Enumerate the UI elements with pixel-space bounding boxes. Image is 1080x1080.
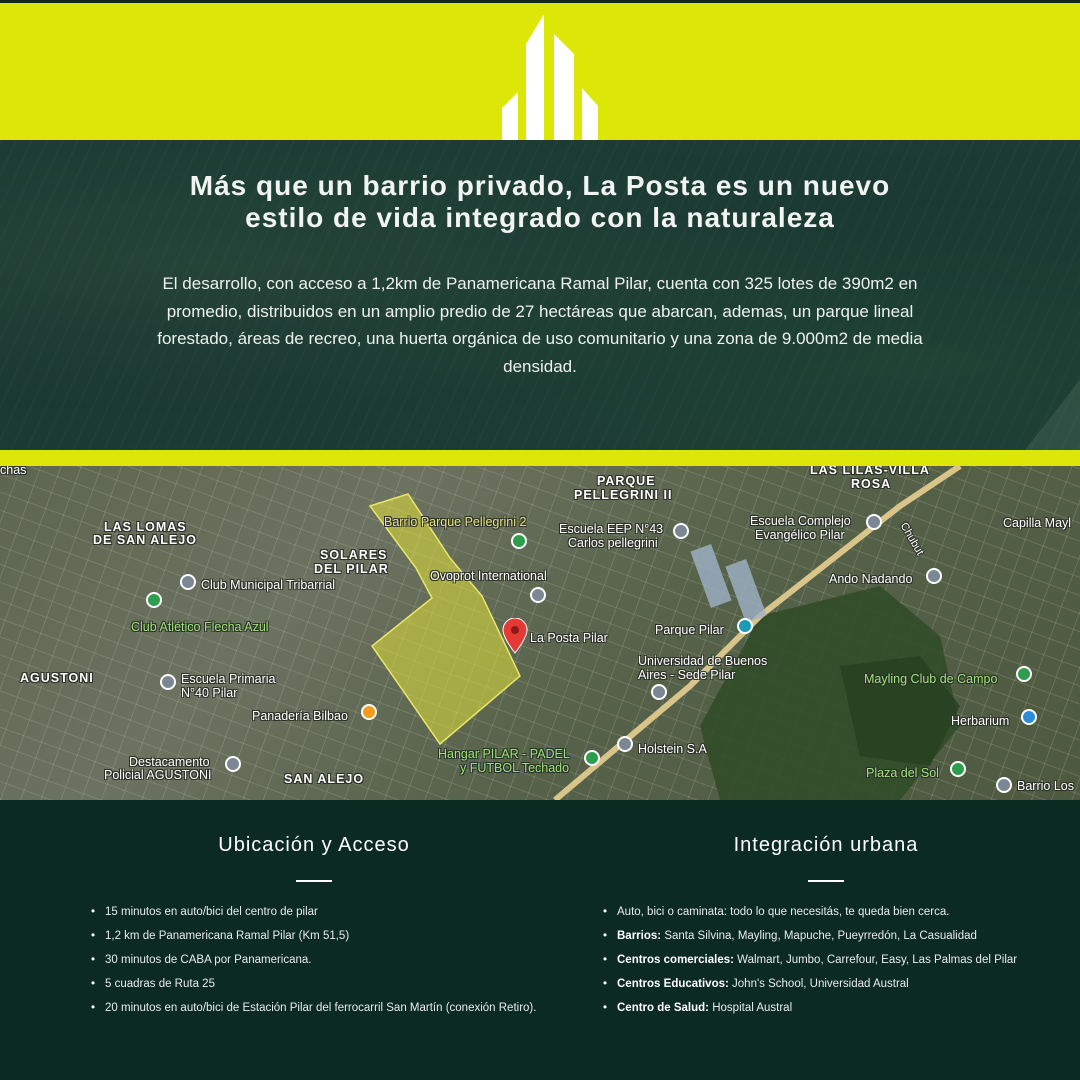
ubicacion-title: Ubicación y Acceso [218, 834, 410, 856]
map-label-chubut: Chubut [897, 520, 926, 558]
school-icon[interactable] [160, 674, 176, 690]
item-text: Hospital Austral [712, 1002, 793, 1014]
hero-road-stripe [957, 206, 1080, 452]
hero-title-line2: estilo de vida integrado con la naturaleza [245, 202, 835, 233]
ubicacion-list [91, 904, 571, 1024]
list-item [603, 1000, 1080, 1016]
integracion-title: Integración urbana [733, 834, 919, 856]
sports-icon[interactable] [584, 750, 600, 766]
map-label-capilla: Capilla Mayl [1003, 516, 1072, 530]
map-label-club-municipal: Club Municipal Tribarrial [201, 578, 336, 592]
hero-title-line1: Más que un barrio privado, La Posta es un nuevo [189, 170, 891, 201]
map-label-escuela-complejo-2: Evangélico Pilar [755, 528, 845, 542]
list-item: • 1,2 km de Panamericana Ramal Pilar (Km 51,5) [91, 928, 571, 944]
list-item: • Auto, bici o caminata: todo lo que necesitás, te queda bien cerca. [603, 904, 1080, 920]
hero-description: El desarrollo, con acceso a 1,2km de Panamericana Ramal Pilar, cuenta con 325 lotes de 390m2 en promedio, distribuidos en un amplio predio de 27 hectáreas que abarcan, ademas, un parque lineal forestado, áreas de recreo, una huerta orgánica de uso comunitario y una zona de 9.000m2 de media densidad. [157, 274, 923, 376]
map-label-chas: chas [0, 466, 27, 477]
map-label-barrio-los: Barrio Los [1017, 779, 1074, 793]
map-pin-icon[interactable] [225, 756, 241, 772]
map-label-destacamento-2: Policial AGUSTONI [104, 768, 212, 782]
map-label-mayling: Mayling Club de Campo [864, 672, 998, 686]
map-label-ando-nadando: Ando Nadando [829, 572, 913, 586]
map-pin-icon[interactable] [180, 574, 196, 590]
item-text: Walmart, Jumbo, Carrefour, Easy, Las Palmas del Pilar [737, 954, 1018, 966]
map-label-hangar-2: y FUTBOL Techado [460, 761, 570, 775]
map-label-hangar-1: Hangar PILAR - PADEL [438, 747, 570, 761]
map-label-solares-1: SOLARES [320, 548, 388, 562]
sports-icon[interactable] [1016, 666, 1032, 682]
map-label-barrio-parque-pellegrini: Barrio Parque Pellegrini 2 [384, 515, 527, 529]
map-label-universidad-2: Aires - Sede Pilar [638, 668, 736, 682]
map-label-las-lomas-1: LAS LOMAS [104, 520, 187, 534]
integracion-list [603, 904, 1080, 1024]
hero-title [140, 170, 940, 234]
list-item [603, 976, 1080, 992]
building-logo-icon [498, 10, 602, 140]
item-label: Barrios: [617, 930, 662, 942]
item-label: Centro de Salud: [617, 1002, 710, 1014]
item-label: Centros Educativos: [617, 978, 729, 990]
map-label-escuela-primaria-2: N°40 Pilar [181, 686, 238, 700]
map-label-ovoprot: Ovoprot International [430, 569, 547, 583]
map-label-club-atletico: Club Atlético Flecha Azul [131, 620, 269, 634]
school-icon[interactable] [673, 523, 689, 539]
map-label-escuela-primaria-1: Escuela Primaria [181, 672, 276, 686]
map-label-agustoni: AGUSTONI [20, 671, 94, 685]
list-item: • 20 minutos en auto/bici de Estación Pilar del ferrocarril San Martín (conexión Retiro). [91, 1000, 571, 1016]
list-item: • 15 minutos en auto/bici del centro de pilar [91, 904, 571, 920]
camera-icon[interactable] [737, 618, 753, 634]
map-pin-icon[interactable] [502, 618, 528, 654]
integracion-rule [808, 880, 844, 882]
map-label-escuela-eep-2: Carlos pellegrini [568, 536, 658, 550]
top-divider [0, 0, 1080, 3]
ubicacion-rule [296, 880, 332, 882]
divider-band [0, 450, 1080, 466]
location-map[interactable] [0, 466, 1080, 800]
map-label-las-lomas-2: DE SAN ALEJO [93, 533, 197, 547]
map-label-la-posta: La Posta Pilar [530, 631, 608, 645]
list-item: • 5 cuadras de Ruta 25 [91, 976, 571, 992]
list-item [603, 928, 1080, 944]
map-label-parque-pellegrini-2: PELLEGRINI II [574, 488, 673, 502]
item-text: John's School, Universidad Austral [732, 978, 909, 990]
info-section [0, 800, 1080, 1080]
map-pin-icon[interactable] [996, 777, 1012, 793]
park-icon[interactable] [950, 761, 966, 777]
map-label-las-lilas-1: LAS LILAS-VILLA [810, 466, 930, 477]
restaurant-icon[interactable] [361, 704, 377, 720]
list-item: • 30 minutos de CABA por Panamericana. [91, 952, 571, 968]
item-text: Santa Silvina, Mayling, Mapuche, Pueyrredón, La Casualidad [664, 930, 977, 942]
map-label-holstein: Holstein S.A [638, 742, 707, 756]
park-icon[interactable] [511, 533, 527, 549]
map-label-las-lilas-2: ROSA [851, 477, 892, 491]
item-label: Centros comerciales: [617, 954, 734, 966]
map-label-escuela-eep-1: Escuela EEP N°43 [559, 522, 664, 536]
map-pin-icon[interactable] [617, 736, 633, 752]
map-label-destacamento-1: Destacamento [129, 755, 210, 769]
map-label-parque-pellegrini-1: PARQUE [597, 474, 656, 488]
map-label-universidad-1: Universidad de Buenos [638, 654, 768, 668]
map-label-herbarium: Herbarium [951, 714, 1010, 728]
school-icon[interactable] [866, 514, 882, 530]
map-label-solares-2: DEL PILAR [314, 562, 389, 576]
map-label-parque-pilar: Parque Pilar [655, 623, 724, 637]
map-pin-icon[interactable] [530, 587, 546, 603]
hero-section [0, 140, 1080, 452]
list-item [603, 952, 1080, 968]
header-band [0, 0, 1080, 140]
shopping-icon[interactable] [1021, 709, 1037, 725]
sports-icon[interactable] [146, 592, 162, 608]
school-icon[interactable] [651, 684, 667, 700]
map-label-plaza-del-sol: Plaza del Sol [866, 766, 939, 780]
map-label-san-alejo: SAN ALEJO [284, 772, 365, 786]
map-label-escuela-complejo-1: Escuela Complejo [750, 514, 851, 528]
map-pin-icon[interactable] [926, 568, 942, 584]
map-label-panaderia: Panadería Bilbao [252, 709, 348, 723]
